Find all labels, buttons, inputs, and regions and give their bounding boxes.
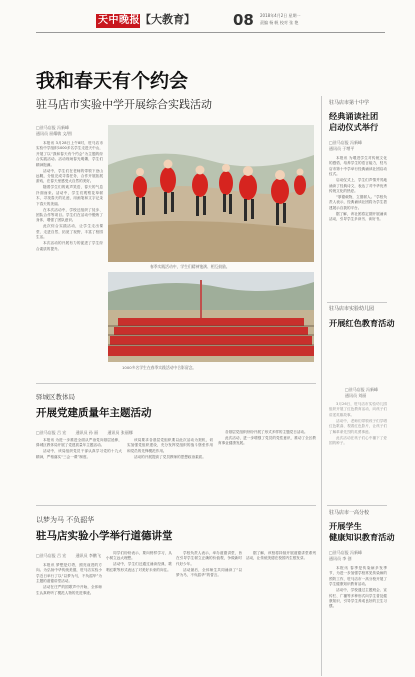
- right-story3-body: [329, 566, 387, 672]
- paragraph: 活动中，学校通过主题班会、宣传栏、广播等多种形式向学生普及健康知识，引导学生养成良好的卫生习惯。: [329, 588, 387, 609]
- byline-line: 通讯员 刘丽: [345, 393, 367, 398]
- lead-body: [36, 141, 103, 363]
- byline-part: 通讯员 张丽娜: [107, 430, 133, 435]
- paragraph: 本报讯 为进一步推进全面从严治党向基层延伸，驿城区教体局开展了党建质量年主题活动。: [36, 438, 122, 448]
- right-story2-kicker: 驻马店市实验幼儿园: [329, 306, 375, 312]
- photo2-caption: 1000多名学生在春季实践活动中合影留念。: [122, 365, 197, 370]
- paragraph: 本报讯 为增进学生对传统文化的感悟，培养学生的语言能力，驻马店市第十中学举行经典诵读社团启动仪式。: [329, 156, 387, 177]
- paragraph: 活动中，学生们在老师的带领下登山远眺，分组完成寻春任务，合作开展拓展游戏，在春天里感受大自然的美好。: [36, 168, 103, 184]
- date-line: 2018年4月2日 星期一: [260, 13, 301, 18]
- page-number: 08: [233, 11, 254, 29]
- mid-story-kicker: 驿城区教体局: [36, 393, 75, 401]
- right-story3-kicker: 驻马店市一高分校: [329, 510, 370, 516]
- right-story2-byline: [345, 387, 378, 399]
- paragraph: 本报讯 3月28日上午8时，驻马店市实验中学组织1000多名学生走进天中山，开展了以“我和春天有个约会”为主题的综合实践活动。活动现场春光明媚，学生们精神饱满。: [36, 141, 103, 167]
- paragraph: 本报讯 梦想是灯塔，照亮前进的方向。为弘扬中华传统美德，驻马店实验小学近日举行了以“以梦为马，不负韶华”为主题的道德讲堂活动。: [36, 563, 102, 584]
- mid-story-byline: [36, 430, 176, 436]
- paragraph: 据了解，该社团将定期开展诵读活动，引导学生多读书、读好书。: [329, 211, 387, 222]
- right-story3-title-1: 开展学生: [329, 521, 362, 531]
- paragraph: 此次综合实践活动，让学生走出课堂、走进自然，拓宽了视野，丰富了校园生活。: [36, 224, 103, 240]
- right-story2-title: 开展红色教育活动: [329, 318, 395, 328]
- photo-illustration: [108, 272, 314, 362]
- section-name: 【大教育】: [140, 13, 195, 26]
- paragraph: 活动中，老师们带领孩子们学唱红色歌曲、观看红色影片，让孩子们了解革命先烈的英勇事迹。: [329, 418, 387, 434]
- mid-story-col1: [36, 438, 122, 498]
- byline-part: 通讯员 李鹏飞: [75, 553, 101, 558]
- right-story3-title-2: 健康知识教育活动: [329, 532, 395, 542]
- paragraph: 学校负责人表示，举办道德讲堂，旨在引导学生树立正确的价值观，争做新时代好少年。: [176, 551, 242, 566]
- mid-story-title: 开展党建质量年主题活动: [36, 407, 152, 419]
- byline-line: □驻马店报 冯新峰: [36, 125, 70, 130]
- paragraph: 据了解，该校将持续开展道德讲堂系列活动，让传统美德在校园内生根发芽。: [246, 551, 316, 561]
- paragraph: 3月26日，驻马店市实验幼儿园组织开展了红色教育活动，向孩子们讲述英雄故事。: [329, 402, 387, 417]
- section-separator: [36, 383, 316, 384]
- bottom-story-col1: [36, 563, 102, 671]
- paragraph: 该局要求各基层党组织要以此次活动为契机，切实加强党组织建设，充分发挥党组织的战斗堡垒作用和党员的先锋模范作用。: [127, 438, 213, 453]
- mid-story-col2: [127, 438, 213, 498]
- byline-part: □驻马店报 吕 宏: [36, 553, 67, 558]
- byline-line: □驻马店报 冯新峰: [329, 550, 363, 555]
- column-divider: [321, 96, 322, 676]
- paragraph: 此次活动，进一步增强了党员的党性意识，推动了全区教育事业健康发展。: [218, 436, 316, 446]
- paragraph: 在本次活动中，学校还组织了徒步、团队合作等项目。学生们在活动中锻炼了身体，增强了团队意识。: [36, 207, 103, 223]
- bottom-story-col2: [106, 551, 172, 671]
- paragraph: 活动最后，全体师生共同诵读了“以梦为马，不负韶华”的誓言。: [176, 567, 242, 578]
- right-story1-title-2: 启动仪式举行: [329, 122, 379, 132]
- paragraph: “厚德载物，立德树人。”学校负责人表示，经典诵读社团将为学生搭建展示自我的平台。: [329, 195, 387, 210]
- masthead: [36, 8, 385, 38]
- lead-photo-students-running: [108, 125, 314, 262]
- byline-part: 通讯员 孙 丽: [75, 430, 99, 435]
- logo-text: 天中晚报: [98, 15, 140, 26]
- byline-part: □驻马店报 吕 宏: [36, 430, 67, 435]
- paragraph: 本次活动的开展有力的促进了学生综合素质的提升。: [36, 241, 103, 251]
- byline-line: 通讯员 李 创: [329, 556, 352, 561]
- right-story3-byline: [329, 550, 362, 562]
- photo1-caption: 春季实践活动中，学生们精神饱满、相互鼓励。: [150, 264, 230, 269]
- right-story1-kicker: 驻马店市第十中学: [329, 100, 370, 106]
- paragraph: 活动中，该局组织党员干部认真学习党的十九大精神，严格落实“三会一课”制度。: [36, 449, 122, 459]
- bottom-story-col4: [246, 551, 316, 671]
- bottom-story-title: 驻马店实验小学举行道德讲堂: [36, 530, 173, 542]
- newspaper-logo: [96, 14, 140, 28]
- byline-line: 通讯员 屈耀敏 文/图: [36, 131, 72, 136]
- byline-line: □驻马店报 冯新峰: [329, 140, 363, 145]
- lead-byline: [36, 125, 106, 137]
- byline-line: 通讯员 于增平: [329, 146, 355, 151]
- story-separator: [327, 302, 387, 303]
- section-separator: [36, 505, 316, 506]
- photo-illustration: [108, 125, 314, 262]
- paragraph: 各基层党组织纷纷开展了形式多样的主题党日活动。: [225, 430, 308, 434]
- masthead-rule: [36, 32, 385, 33]
- bottom-story-col3: [176, 551, 242, 671]
- paragraph: 此次活动在孩子们心中播下了爱国的种子。: [329, 435, 387, 446]
- right-story2-body: [329, 402, 387, 502]
- editor-line: 责编 杨 帆 校对 张 艳: [260, 20, 299, 25]
- mid-story-col3: [218, 430, 316, 498]
- paragraph: 本报讯 春季是传染病多发季节，为进一步加强学校常见传染病的预防工作，驻马店市一高分校开展了学生健康知识教育活动。: [329, 566, 387, 587]
- byline-line: □驻马店报 冯新峰: [345, 387, 379, 392]
- lead-photo-group-portrait: [108, 272, 314, 362]
- paragraph: 随着学生们的欢声笑语，春天的气息扑面而来。活动中，学生们观察花草树木，寻找春天的足迹，用画笔和文字记录下春天的美丽。: [36, 185, 103, 206]
- right-story1-body: [329, 156, 387, 298]
- paragraph: 启动仪式上，学生们声情并茂地诵读了经典诗文，表达了对中华优秀传统文化的热爱。: [329, 178, 387, 194]
- story-separator: [327, 505, 387, 506]
- lead-title: 我和春天有个约会: [36, 70, 189, 92]
- right-story1-byline: [329, 140, 362, 152]
- lead-subtitle: 驻马店市实验中学开展综合实践活动: [36, 98, 212, 111]
- paragraph: 活动在庄严的国歌声中开始，全体师生认真聆听了模范人物的先进事迹。: [36, 585, 102, 595]
- right-story1-title-1: 经典诵读社团: [329, 111, 379, 121]
- paragraph: 同学们纷纷表示，要向榜样学习，从小树立远大理想。: [106, 551, 172, 561]
- paragraph: 活动的开展提高了党员教师的思想政治素质。: [134, 454, 206, 459]
- bottom-story-kicker: 以梦为马 不负韶华: [36, 516, 95, 524]
- paragraph: 活动中，学生们还通过诵读经典、歌唱红歌等形式表达了对美好未来的向往。: [106, 562, 172, 572]
- right-column: [327, 96, 395, 676]
